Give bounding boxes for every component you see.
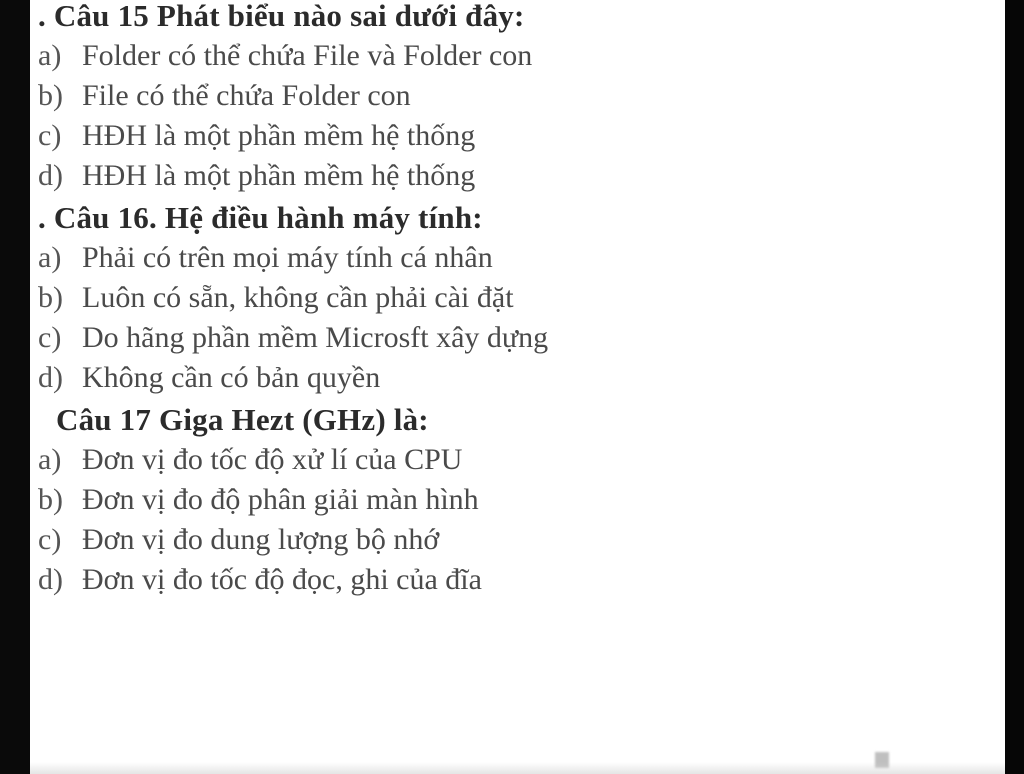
answer-option-text: Folder có thể chứa File và Folder con [82,39,533,72]
page-bottom-fade [30,762,1005,774]
page-right-dark-edge [1005,0,1024,774]
document-text-block [38,0,998,600]
answer-option-text: Đơn vị đo độ phân giải màn hình [82,483,479,516]
answer-option-text: Do hãng phần mềm Microsft xây dựng [82,321,549,354]
answer-option-text: File có thể chứa Folder con [82,79,411,112]
answer-option [38,238,998,278]
answer-option [38,560,998,600]
answer-option-label: b) [38,281,63,314]
answer-option-label: c) [38,523,62,556]
answer-option-label: b) [38,483,63,516]
answer-option-label: a) [38,443,62,476]
question-heading: . Câu 16. Hệ điều hành máy tính: [38,200,483,235]
answer-option-label: d) [38,361,63,394]
answer-option-label: d) [38,563,63,596]
answer-option-text: Đơn vị đo tốc độ đọc, ghi của đĩa [82,563,482,596]
scanned-document-page [30,0,1005,774]
answer-option-label: a) [38,39,62,72]
answer-option-label: d) [38,159,63,192]
answer-option [38,116,998,156]
answer-option [38,358,998,398]
answer-option-text: HĐH là một phần mềm hệ thống [82,119,476,152]
question-heading: Câu 17 Giga Hezt (GHz) là: [56,402,429,437]
answer-option [38,278,998,318]
answer-option [38,520,998,560]
answer-option-text: Đơn vị đo tốc độ xử lí của CPU [82,443,463,476]
answer-option-label: a) [38,241,62,274]
answer-option [38,318,998,358]
answer-option-text: Đơn vị đo dung lượng bộ nhớ [82,523,440,556]
answer-option-label: b) [38,79,63,112]
answer-option-text: Phải có trên mọi máy tính cá nhân [82,241,493,274]
answer-option-label: c) [38,321,62,354]
answer-option [38,156,998,196]
answer-option [38,36,998,76]
question-heading: . Câu 15 Phát biểu nào sai dưới đây: [38,0,525,33]
answer-option-label: c) [38,119,62,152]
answer-option [38,76,998,116]
answer-option-text: Không cần có bản quyền [82,361,381,394]
answer-option [38,480,998,520]
answer-option-text: HĐH là một phần mềm hệ thống [82,159,476,192]
page-left-dark-edge [0,0,30,774]
answer-option-text: Luôn có sẵn, không cần phải cài đặt [82,281,514,314]
answer-option [38,440,998,480]
